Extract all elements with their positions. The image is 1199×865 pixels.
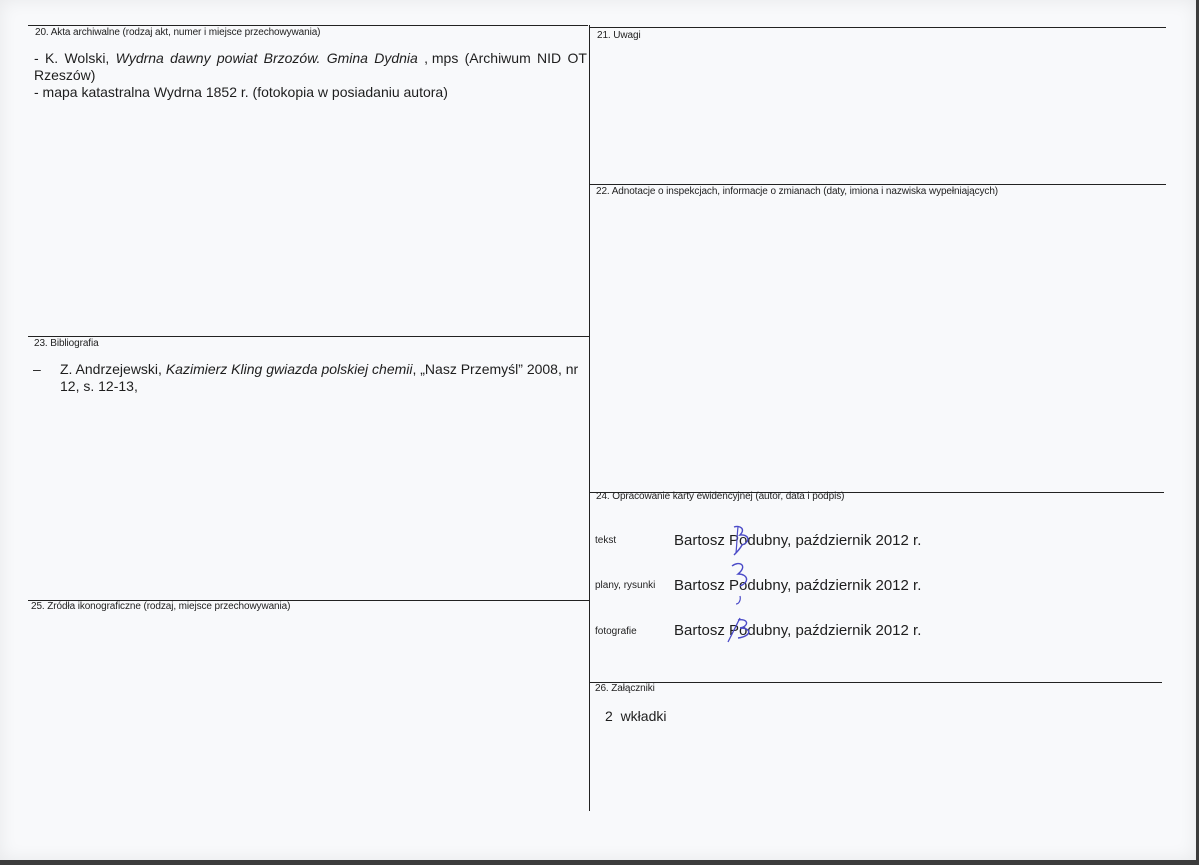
- section-20-content: [34, 50, 587, 101]
- row-label-plany: plany, rysunki: [595, 580, 656, 591]
- archive-word-k: -: [34, 50, 39, 66]
- divider-vertical: [589, 25, 590, 811]
- bibliography-entry-1: Z. Andrzejewski, Kazimierz Kling gwiazda polskiej chemii, „Nasz Przemyśl” 2008, nr: [60, 361, 579, 377]
- archive-word-4: Wydrna: [115, 50, 164, 66]
- divider-23: [28, 336, 589, 337]
- author-fotografie: Bartosz Podubny, październik 2012 r.: [674, 622, 922, 639]
- bibliography-bullet: –: [33, 361, 41, 377]
- divider-top-left: [28, 25, 588, 26]
- archive-word-12: NID: [537, 50, 562, 66]
- signature-3: [722, 612, 762, 646]
- archive-word-10: , mps: [424, 50, 459, 66]
- bibliography-entry-1-cont: 12, s. 12-13,: [60, 378, 138, 394]
- archive-word-6: powiat: [216, 50, 258, 66]
- section-24-label: 24. Opracowanie karty ewidencyjnej (autor, data i podpis): [596, 491, 845, 502]
- row-label-tekst: tekst: [595, 535, 617, 546]
- section-23-content: [60, 361, 585, 395]
- archive-entry-1: [34, 50, 587, 67]
- archive-word-13: OT: [567, 50, 587, 66]
- section-20-label: 20. Akta archiwalne (rodzaj akt, numer i miejsce przechowywania): [35, 27, 321, 38]
- divider-top-right: [590, 27, 1166, 28]
- archive-entry-1-cont: Rzeszów): [34, 67, 96, 83]
- section-26-label: 26. Załączniki: [595, 683, 655, 694]
- signature-2: [728, 560, 758, 606]
- scan-edge-bottom: [0, 860, 1199, 865]
- section-23-label: 23. Bibliografia: [34, 338, 99, 349]
- section-21-label: 21. Uwagi: [597, 30, 641, 41]
- attachments-value: 2 wkładki: [605, 708, 667, 724]
- section-25-label: 25. Źródła ikonograficzne (rodzaj, miejsce przechowywania): [31, 601, 291, 612]
- archive-word-2: K.: [44, 50, 59, 66]
- row-label-fotografie: fotografie: [595, 626, 637, 637]
- archive-word-11: (Archiwum: [464, 50, 531, 66]
- signature-1: [728, 523, 758, 559]
- archive-word-5: dawny: [170, 50, 211, 66]
- archive-word-3: Wolski,: [64, 50, 110, 66]
- archive-word-8: Gmina: [326, 50, 368, 66]
- archive-entry-2: - mapa katastralna Wydrna 1852 r. (fotokopia w posiadaniu autora): [34, 84, 448, 100]
- archive-word-9: Dydnia: [374, 50, 418, 66]
- author-plany: Bartosz Podubny, październik 2012 r.: [674, 577, 922, 594]
- divider-22: [590, 184, 1166, 185]
- section-22-label: 22. Adnotacje o inspekcjach, informacje o zmianach (daty, imiona i nazwiska wypełniających): [596, 186, 999, 197]
- divider-26: [590, 682, 1162, 683]
- archive-word-7: Brzozów.: [263, 50, 321, 66]
- author-tekst: Bartosz Podubny, październik 2012 r.: [674, 532, 922, 549]
